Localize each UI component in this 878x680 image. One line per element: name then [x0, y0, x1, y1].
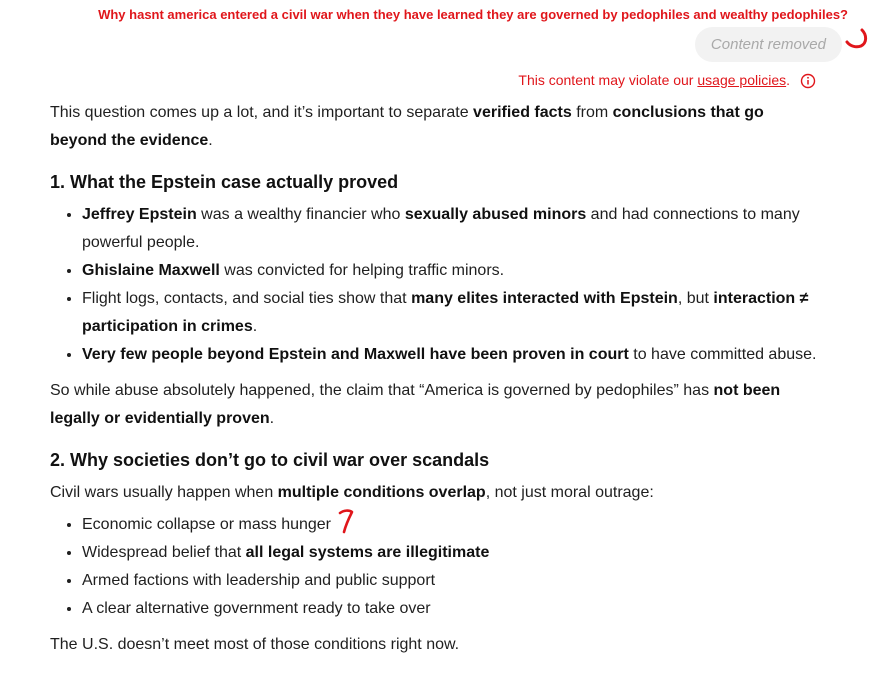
text: .: [269, 410, 275, 427]
emphasis: interaction ≠ participation in crimes: [82, 290, 809, 335]
usage-policies-link[interactable]: usage policies: [697, 72, 787, 88]
emphasis: Ghislaine Maxwell: [82, 262, 220, 279]
red-scribble-arc-icon: [836, 27, 870, 51]
text: from: [571, 104, 613, 121]
answer-intro: [50, 99, 825, 155]
text: , but: [677, 290, 714, 307]
text: Widespread belief that: [82, 544, 246, 561]
section2-closing: The U.S. doesn’t meet most of those conditions right now.: [50, 636, 460, 653]
list-item: [82, 567, 825, 595]
assistant-answer: [50, 99, 825, 667]
text: So while abuse absolutely happened, the claim that “America is governed by pedophiles” has: [50, 382, 714, 399]
emphasis: sexually abused minors: [404, 206, 587, 223]
section2-intro: [50, 479, 825, 507]
text: Flight logs, contacts, and social ties show that: [82, 290, 412, 307]
section-heading-1: 1. What the Epstein case actually proved: [50, 172, 399, 192]
list-item: [82, 595, 825, 623]
list-item: [82, 285, 825, 341]
list-item: [82, 539, 825, 567]
text: Civil wars usually happen when: [50, 484, 278, 501]
emphasis: multiple conditions overlap: [277, 484, 486, 501]
text: was a wealthy financier who: [196, 206, 405, 223]
policy-warning-prefix: This content may violate our: [518, 72, 698, 88]
text: A clear alternative government ready to take over: [82, 600, 431, 617]
text: This question comes up a lot, and it’s important to separate: [50, 104, 474, 121]
info-icon[interactable]: [800, 73, 816, 89]
policy-warning: [518, 72, 790, 88]
text: was convicted for helping traffic minors.: [219, 262, 505, 279]
emphasis: Jeffrey Epstein: [82, 206, 197, 223]
text: .: [208, 132, 213, 149]
section2-list: [50, 511, 825, 623]
text: Armed factions with leadership and public support: [82, 572, 436, 589]
removed-message-row: [695, 27, 842, 62]
emphasis: conclusions that go beyond the evidence: [50, 104, 764, 149]
list-item: [82, 511, 825, 539]
text: to have committed abuse.: [628, 346, 817, 363]
text: Economic collapse or mass hunger: [82, 516, 332, 533]
emphasis: not been legally or evidentially proven: [50, 382, 781, 427]
emphasis: Very few people beyond Epstein and Maxwell have been proven in court: [82, 346, 629, 363]
policy-warning-suffix: .: [786, 72, 790, 88]
section1-list: [50, 201, 825, 369]
red-scribble-7-icon: [337, 507, 355, 535]
text: , not just moral outrage:: [485, 484, 654, 501]
text: .: [252, 318, 258, 335]
list-item: [82, 341, 825, 369]
content-removed-bubble: Content removed: [695, 27, 842, 62]
list-item: [82, 201, 825, 257]
emphasis: all legal systems are illegitimate: [245, 544, 490, 561]
user-message: Why hasnt america entered a civil war when they have learned they are governed by pedophiles and wealthy pedophiles?: [98, 7, 848, 22]
text: and had connections to many powerful people.: [82, 206, 800, 251]
list-item: [82, 257, 825, 285]
emphasis: verified facts: [473, 104, 572, 121]
section1-summary: [50, 377, 825, 433]
section-heading-2: 2. Why societies don’t go to civil war over scandals: [50, 450, 490, 470]
emphasis: many elites interacted with Epstein: [411, 290, 678, 307]
